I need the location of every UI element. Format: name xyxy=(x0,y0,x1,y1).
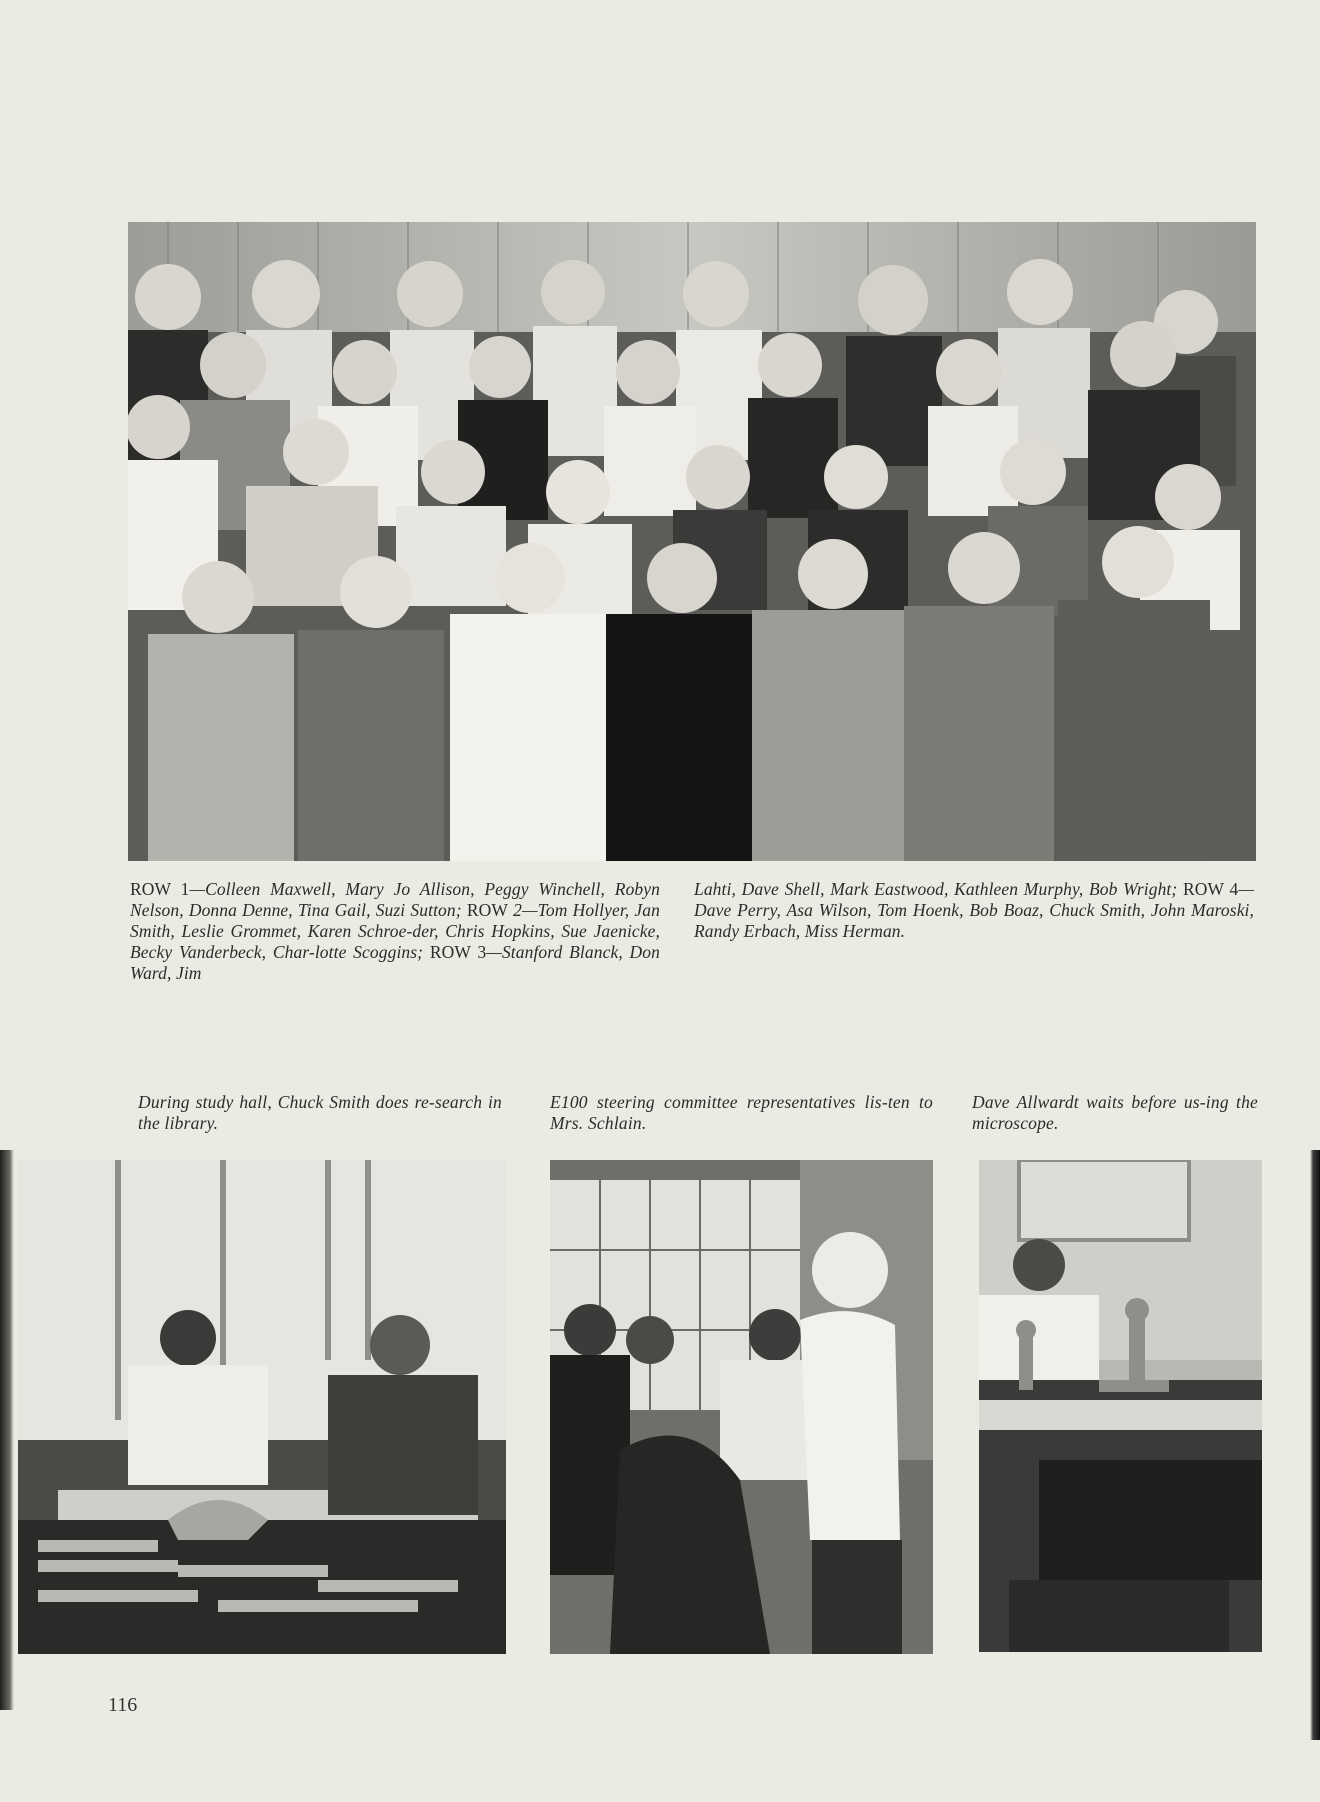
row-3-names: —Stanford Blanck, Don Ward, Jim xyxy=(130,942,660,983)
page-number: 116 xyxy=(108,1694,138,1716)
microscope-photo-caption: Dave Allwardt waits before us-ing the microscope. xyxy=(972,1092,1258,1133)
page-binding-shadow-left xyxy=(0,1150,14,1710)
page-binding-shadow-right xyxy=(1310,1150,1320,1740)
row-3-label: ROW 3 xyxy=(429,942,487,962)
library-photo-caption: During study hall, Chuck Smith does re-search in the library. xyxy=(138,1092,502,1133)
library-photo xyxy=(18,1160,506,1654)
group-photo-caption-right xyxy=(694,879,1254,942)
row-2-names: 2—Tom Hollyer, Jan Smith, Leslie Grommet, Karen Schroe-der, Chris Hopkins, Sue Jaenicke, Becky Vanderbeck, Char-lotte Scoggins; xyxy=(130,900,660,962)
group-photo xyxy=(128,222,1256,861)
row-1-names: —Colleen Maxwell, Mary Jo Allison, Peggy Winchell, Robyn Nelson, Donna Denne, Tina Gail, Suzi Sutton; xyxy=(130,879,660,920)
row-3-names-continued: Lahti, Dave Shell, Mark Eastwood, Kathleen Murphy, Bob Wright; xyxy=(694,879,1178,899)
microscope-photo xyxy=(979,1160,1262,1652)
group-photo-caption-left xyxy=(130,879,660,984)
row-4-names: —Dave Perry, Asa Wilson, Tom Hoenk, Bob Boaz, Chuck Smith, John Maroski, Randy Erbach, Miss Herman. xyxy=(694,879,1254,941)
committee-photo xyxy=(550,1160,933,1654)
row-1-label: ROW 1 xyxy=(130,879,190,899)
committee-photo-caption: E100 steering committee representatives lis-ten to Mrs. Schlain. xyxy=(550,1092,933,1133)
row-2-label: ROW xyxy=(466,900,508,920)
row-4-label: ROW 4 xyxy=(1183,879,1239,899)
